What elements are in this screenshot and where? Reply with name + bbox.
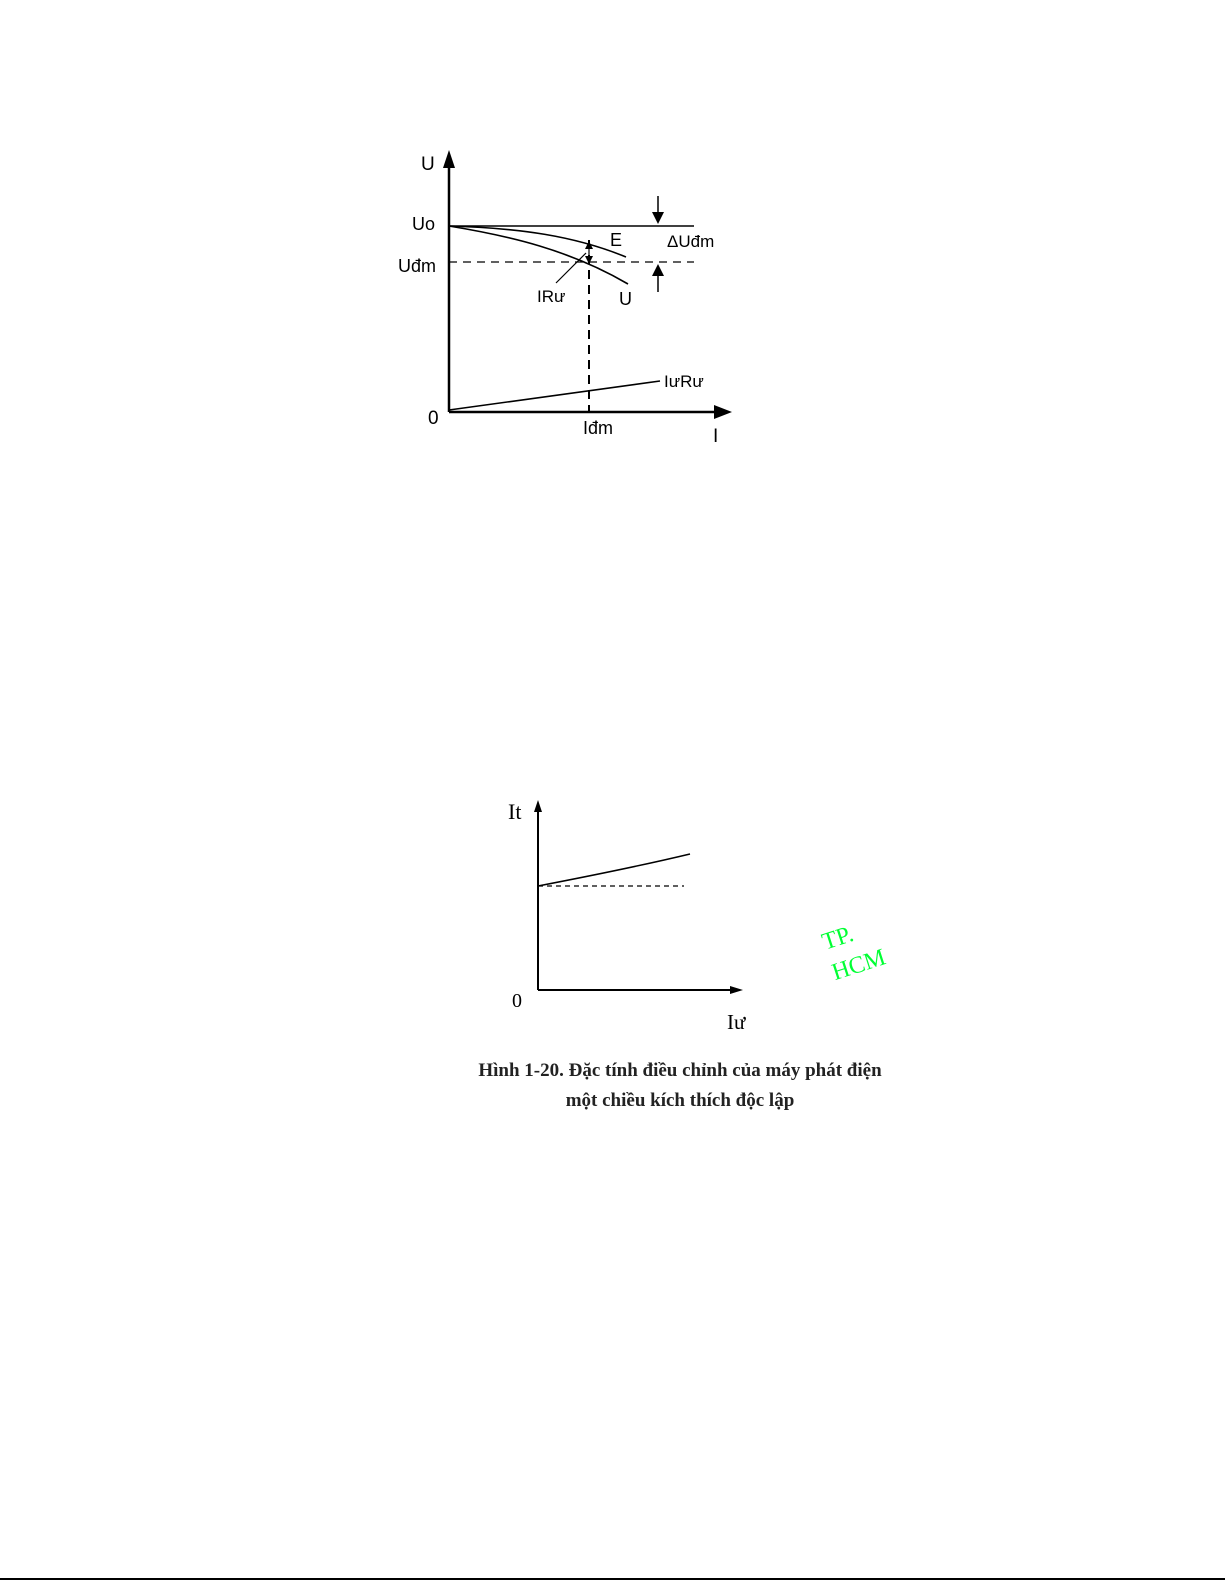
caption-line-1: Hình 1-20. Đặc tính điều chỉnh của máy phát điện xyxy=(478,1060,882,1081)
stamp-line-1: TP. xyxy=(818,921,857,956)
regulation-curve xyxy=(538,854,690,886)
delta-udm-label: ΔUđm xyxy=(667,232,715,251)
u0-label: Uo xyxy=(412,214,436,234)
bottom-y-axis-label: It xyxy=(508,799,522,824)
page-bottom-rule xyxy=(0,1578,1225,1580)
idm-label: Iđm xyxy=(583,418,614,438)
x-axis-arrow-icon xyxy=(730,986,743,994)
udm-label: Uđm xyxy=(398,256,437,276)
e-label: E xyxy=(610,230,623,250)
u-curve-label: U xyxy=(619,289,632,309)
y-axis-arrow-icon xyxy=(534,800,542,812)
bottom-x-axis-label: Iư xyxy=(727,1010,746,1034)
bottom-origin-label: 0 xyxy=(512,990,522,1012)
y-axis-label: U xyxy=(421,154,435,175)
x-axis-label: I xyxy=(713,426,719,447)
iuru-label: IưRư xyxy=(664,372,704,391)
iru-label: IRư xyxy=(537,287,566,306)
origin-label: 0 xyxy=(428,408,439,429)
figure-caption xyxy=(290,1056,1070,1116)
caption-line-2: một chiều kích thích độc lập xyxy=(565,1090,795,1111)
stamp-line-2: HCM xyxy=(828,944,889,987)
